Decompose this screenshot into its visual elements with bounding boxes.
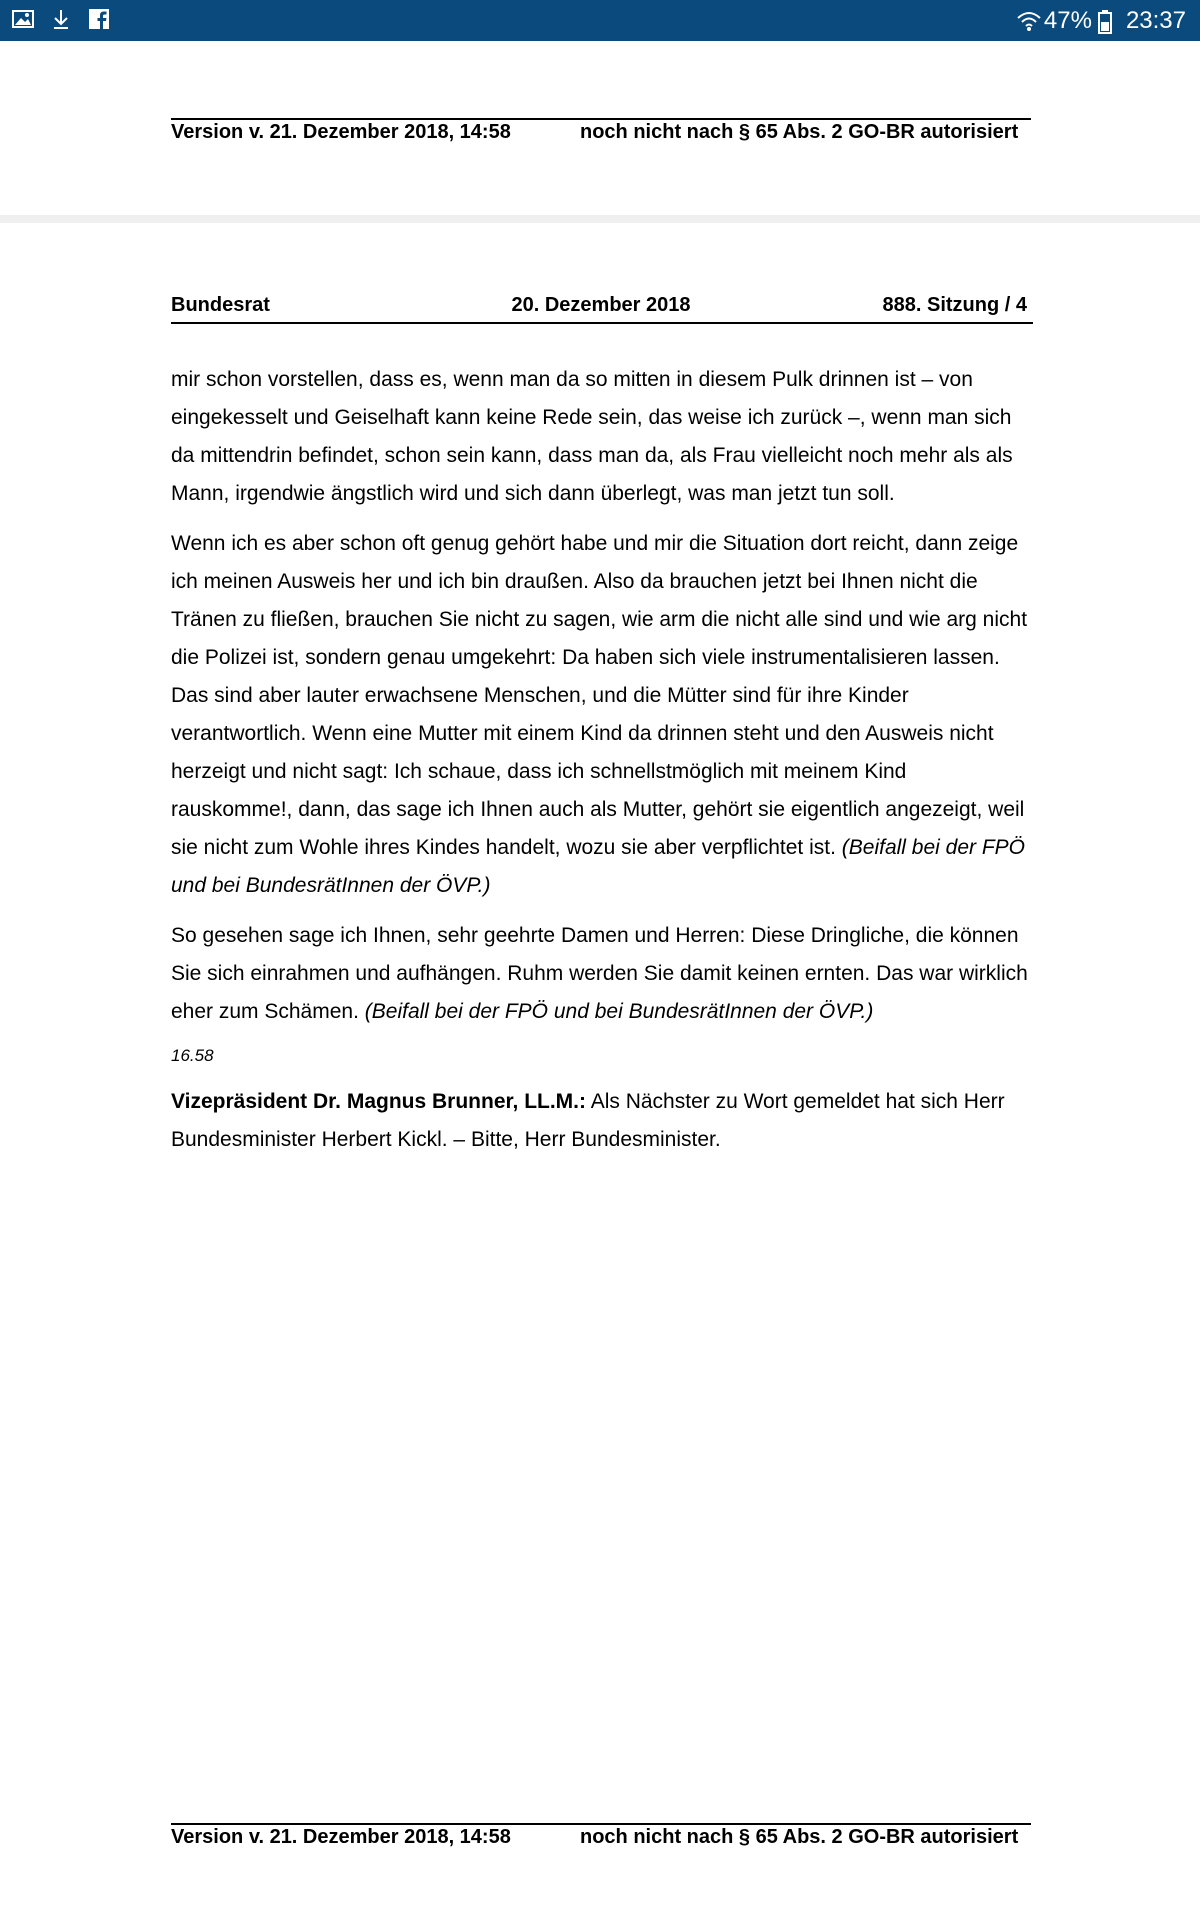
battery-icon [1098, 10, 1120, 32]
paragraph [171, 917, 1031, 1031]
speaker-name: Vizepräsident Dr. Magnus Brunner, LL.M.: [171, 1090, 587, 1113]
page-separator [0, 215, 1200, 223]
paragraph-text: So gesehen sage ich Ihnen, sehr geehrte Damen und Herren: Diese Dringliche, die können Sie sich einrahmen und aufhängen. Ruhm werden Sie damit keinen ernten. Das war wirklich eher zum Schämen. [171, 924, 1028, 1023]
document-body [171, 361, 1031, 1171]
status-bar [0, 0, 1200, 41]
header-session: 888. Sitzung / 4 [882, 294, 1027, 316]
header-date: 20. Dezember 2018 [511, 294, 691, 316]
download-icon[interactable] [50, 8, 72, 30]
version-label-top: Version v. 21. Dezember 2018, 14:58 [171, 121, 511, 143]
authorization-label-top: noch nicht nach § 65 Abs. 2 GO-BR autorisiert [580, 121, 1019, 143]
paragraph-text: Wenn ich es aber schon oft genug gehört habe und mir die Situation dort reicht, dann zeige ich meinen Ausweis her und ich bin draußen. Also da brauchen jetzt bei Ihnen nicht die Tränen zu fließen, brauchen Sie nicht zu sagen, wie arm die nicht alle sind und wie arg nicht die Polizei ist, sondern genau umgekehrt: Da haben sich viele instrumentalisieren lassen. Das sind aber lauter erwachsene Menschen, und die Mütter sind für ihre Kinder verantwortlich. Wenn eine Mutter mit einem Kind da drinnen steht und den Ausweis nicht herzeigt und nicht sagt: Ich schaue, dass ich schnellstmöglich mit meinem Kind rauskomme!, dann, das sage ich Ihnen auch als Mutter, gehört sie eigentlich angezeigt, weil sie nicht zum Wohle ihres Kindes handelt, wozu sie aber verpflichtet ist. [171, 532, 1028, 859]
authorization-label-bottom: noch nicht nach § 65 Abs. 2 GO-BR autorisiert [580, 1826, 1019, 1848]
speaker-text: Als Nächster zu Wort gemeldet hat sich Herr Bundesminister Herbert Kickl. – Bitte, Herr Bundesminister. [171, 1090, 1005, 1151]
header-body: Bundesrat [171, 294, 270, 316]
timestamp: 16.58 [171, 1046, 214, 1065]
image-icon[interactable] [12, 8, 34, 30]
paragraph [171, 525, 1031, 905]
applause-note: (Beifall bei der FPÖ und bei BundesrätInnen der ÖVP.) [171, 836, 1026, 897]
paragraph-text: mir schon vorstellen, dass es, wenn man da so mitten in diesem Pulk drinnen ist – von eingekesselt und Geiselhaft kann keine Rede sein, das weise ich zurück –, wenn man sich da mittendrin befindet, schon sein kann, dass man da, als Frau vielleicht noch mehr als als Mann, irgendwie ängstlich wird und sich dann überlegt, was man jetzt tun soll. [171, 368, 1013, 505]
header-rule [171, 322, 1033, 324]
version-label-bottom: Version v. 21. Dezember 2018, 14:58 [171, 1826, 511, 1848]
battery-percent: 47% [1043, 7, 1092, 34]
speaker-paragraph [171, 1083, 1031, 1159]
wifi-icon [1016, 10, 1038, 32]
page-header [171, 293, 1031, 323]
system-status [1016, 6, 1186, 36]
facebook-icon[interactable] [88, 8, 110, 30]
paragraph [171, 361, 1031, 513]
applause-note: (Beifall bei der FPÖ und bei BundesrätInnen der ÖVP.) [364, 1000, 874, 1023]
notification-icons [12, 8, 110, 30]
clock-time: 23:37 [1125, 7, 1186, 34]
